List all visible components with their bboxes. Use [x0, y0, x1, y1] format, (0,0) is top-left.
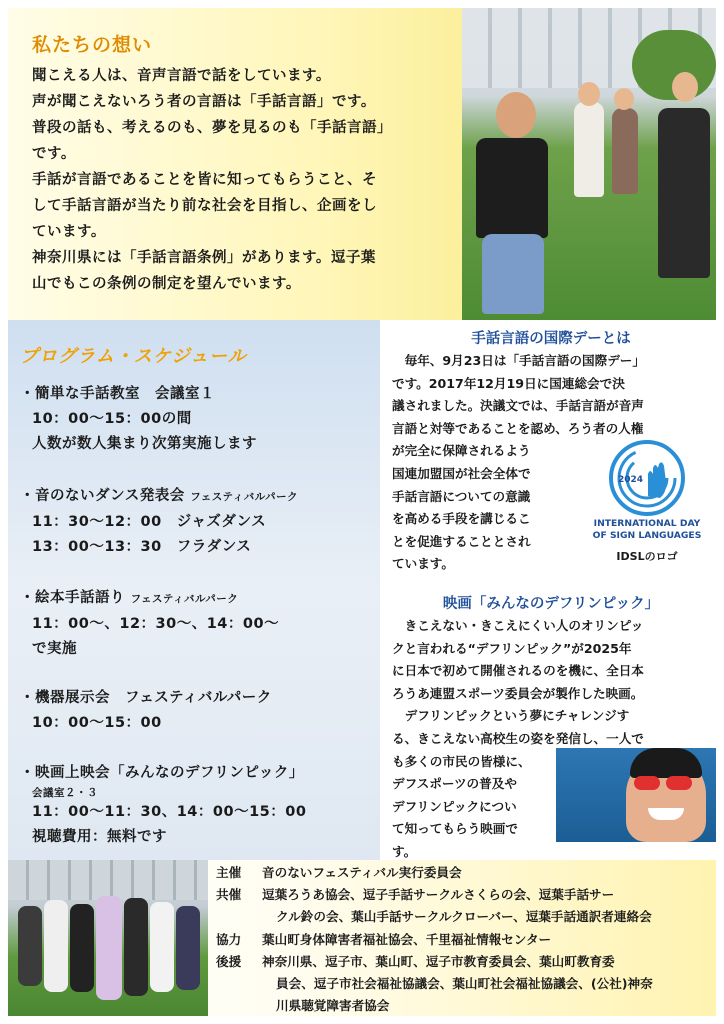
- person-shape: [96, 896, 122, 1000]
- program-item-time: 10：00〜15：00: [32, 715, 162, 731]
- program-item-time: 13：00〜13：30 フラダンス: [32, 539, 252, 555]
- person-shape: [124, 898, 148, 996]
- movie-line: も多くの市民の皆様に、: [392, 753, 531, 769]
- goggles-right: [666, 776, 692, 790]
- program-item-note: 人数が数人集まり次第実施します: [32, 436, 257, 452]
- person-shape: [70, 904, 94, 992]
- movie-line: デフリンピックについ: [392, 798, 517, 814]
- credit-value: 逗葉ろうあ協会、逗子手話サークルさくらの会、逗葉手話サー: [262, 887, 615, 903]
- program-item-heading: [20, 484, 376, 510]
- our-thoughts-line: 聞こえる人は、音声言語で話をしています。: [32, 68, 331, 84]
- program-item-heading: ・簡単な手話教室 会議室１: [20, 386, 215, 402]
- person-shape: [44, 900, 68, 992]
- our-thoughts-line: 山でもこの条例の制定を望んでいます。: [32, 276, 301, 292]
- our-thoughts-line: ています。: [32, 224, 106, 240]
- person-shape: [18, 906, 42, 986]
- program-item-note: で実施: [32, 641, 77, 657]
- movie-line: に日本で初めて開催されるのを機に、全日本: [392, 663, 644, 679]
- program-item-dance: [20, 484, 376, 560]
- person-shape: [150, 902, 174, 992]
- our-thoughts-line: 手話が言語であることを皆に知ってもらうこと、そ: [32, 172, 377, 188]
- movie-line: る、きこえない高校生の姿を発信し、一人で: [392, 730, 644, 746]
- movie-line: きこえない・きこえにくい人のオリンピッ: [392, 618, 644, 633]
- program-item-note: 視聴費用：無料です: [32, 829, 167, 845]
- person-head: [578, 82, 600, 106]
- person-shape: [482, 234, 544, 314]
- credit-value: 員会、逗子市社会福祉協議会、葉山町社会福祉協議会、(公社)神奈: [276, 976, 653, 992]
- idsl-title: 手話言語の国際デーとは: [471, 331, 631, 347]
- our-thoughts-line: 声が聞こえないろう者の言語は「手話言語」です。: [32, 94, 376, 110]
- program-item-heading: ・機器展示会 フェスティバルパーク: [20, 690, 272, 706]
- person-shape: [574, 102, 604, 197]
- credits-block: [216, 862, 716, 1017]
- credit-value: 神奈川県、逗子市、葉山町、逗子市教育委員会、葉山町教育委: [262, 953, 615, 969]
- credit-cohost: [216, 884, 716, 906]
- our-thoughts-body: [32, 63, 464, 297]
- person-head: [672, 72, 698, 102]
- idsl-logo-caption: IDSLのロゴ: [616, 550, 678, 563]
- person-shape: [612, 108, 638, 194]
- program-item-title: ・音のないダンス発表会: [20, 488, 185, 504]
- movie-title: 映画「みんなのデフリンピック」: [442, 596, 660, 612]
- credit-cooperation: [216, 929, 716, 951]
- program-item-venue: 会議室２・３: [32, 787, 98, 799]
- program-schedule-title: プログラム・スケジュール: [20, 346, 247, 367]
- credit-label: 後援: [216, 953, 242, 969]
- credit-label: 協力: [216, 931, 242, 947]
- program-item-time: 11：00〜、12：30〜、14：00〜: [32, 616, 280, 632]
- idsl-logo-year: 2024: [618, 475, 644, 485]
- program-item-picture-book: [20, 586, 376, 662]
- idsl-line: が完全に保障されるよう: [392, 443, 531, 459]
- program-item-venue: フェスティバルパーク: [130, 593, 239, 605]
- idsl-line: ています。: [392, 556, 454, 572]
- goggles-left: [634, 776, 660, 790]
- credit-value: クル鈴の会、葉山手話サークルクローバー、逗葉手話通訳者連絡会: [276, 909, 652, 925]
- program-item-heading: ・映画上映会「みんなのデフリンピック」: [20, 765, 304, 781]
- idsl-line: です。2017年12月19日に国連総会で決: [392, 375, 625, 391]
- program-item-sign-class: [20, 382, 376, 457]
- movie-line: て知ってもらう映画で: [392, 821, 518, 837]
- credit-host: [216, 862, 716, 884]
- program-item-equipment: [20, 686, 376, 736]
- our-thoughts-title: 私たちの想い: [32, 34, 153, 56]
- idsl-logo-text: [582, 518, 712, 542]
- building-background: [8, 860, 208, 900]
- idsl-line: を高める手段を講じるこ: [392, 511, 531, 527]
- movie-line: デフリンピックという夢にチャレンジす: [392, 708, 630, 724]
- idsl-line: とを促進することとされ: [392, 533, 531, 549]
- program-item-time: 10：00〜15：00の間: [32, 411, 192, 427]
- person-shape: [658, 108, 710, 278]
- program-item-heading: [20, 586, 376, 612]
- person-head: [496, 92, 536, 138]
- person-head: [614, 88, 634, 110]
- program-item-venue: フェスティバルパーク: [190, 491, 298, 503]
- our-thoughts-line: 神奈川県には「手話言語条例」があります。逗子葉: [32, 250, 376, 266]
- program-item-movie: [20, 761, 376, 850]
- credit-support: [216, 951, 716, 973]
- credit-value: 葉山町身体障害者福祉協会、千里福祉情報センター: [262, 931, 552, 947]
- our-thoughts-line: して手話言語が当たり前な社会を目指し、企画をし: [32, 198, 377, 214]
- program-item-time: 11：30〜12：00 ジャズダンス: [32, 514, 267, 530]
- idsl-logo-text-line: INTERNATIONAL DAY: [593, 518, 701, 529]
- credit-label: 共催: [216, 887, 242, 903]
- swim-cap: [630, 748, 702, 778]
- program-schedule-section: [8, 320, 380, 860]
- credit-value: 川県聴覚障害者協会: [276, 998, 390, 1014]
- person-shape: [476, 138, 548, 238]
- credit-value: 音のないフェスティバル実行委員会: [262, 865, 462, 880]
- group-photo: [8, 860, 208, 1016]
- movie-line: デフスポーツの普及や: [392, 776, 517, 792]
- our-thoughts-line: 普段の話も、考えるのも、夢を見るのも「手話言語」: [32, 120, 392, 136]
- signing-people-photo: [462, 8, 716, 320]
- person-shape: [176, 906, 200, 990]
- our-thoughts-line: です。: [32, 146, 76, 162]
- idsl-line: 手話言語についての意識: [392, 488, 531, 504]
- movie-line: クと言われる“デフリンピック”が2025年: [392, 640, 632, 656]
- idsl-logo: [582, 438, 712, 564]
- idsl-line: 毎年、9月23日は「手話言語の国際デー」: [392, 353, 645, 368]
- credit-label: 主催: [216, 865, 242, 880]
- idsl-logo-text-line: OF SIGN LANGUAGES: [592, 530, 702, 541]
- movie-line: す。: [392, 843, 417, 859]
- movie-line: ろうあ連盟スポーツ委員会が製作した映画。: [392, 685, 644, 701]
- idsl-line: 言語と対等であることを認め、ろう者の人権: [392, 420, 644, 436]
- program-item-title: ・絵本手話語り: [20, 590, 125, 606]
- program-item-time: 11：00〜11：30、14：00〜15：00: [32, 804, 307, 820]
- idsl-line: 国連加盟国が社会全体で: [392, 465, 531, 481]
- swimmer-photo: [556, 748, 716, 842]
- idsl-logo-mark-icon: [604, 438, 690, 518]
- idsl-line: 議されました。決議文では、手話言語が音声: [392, 398, 644, 414]
